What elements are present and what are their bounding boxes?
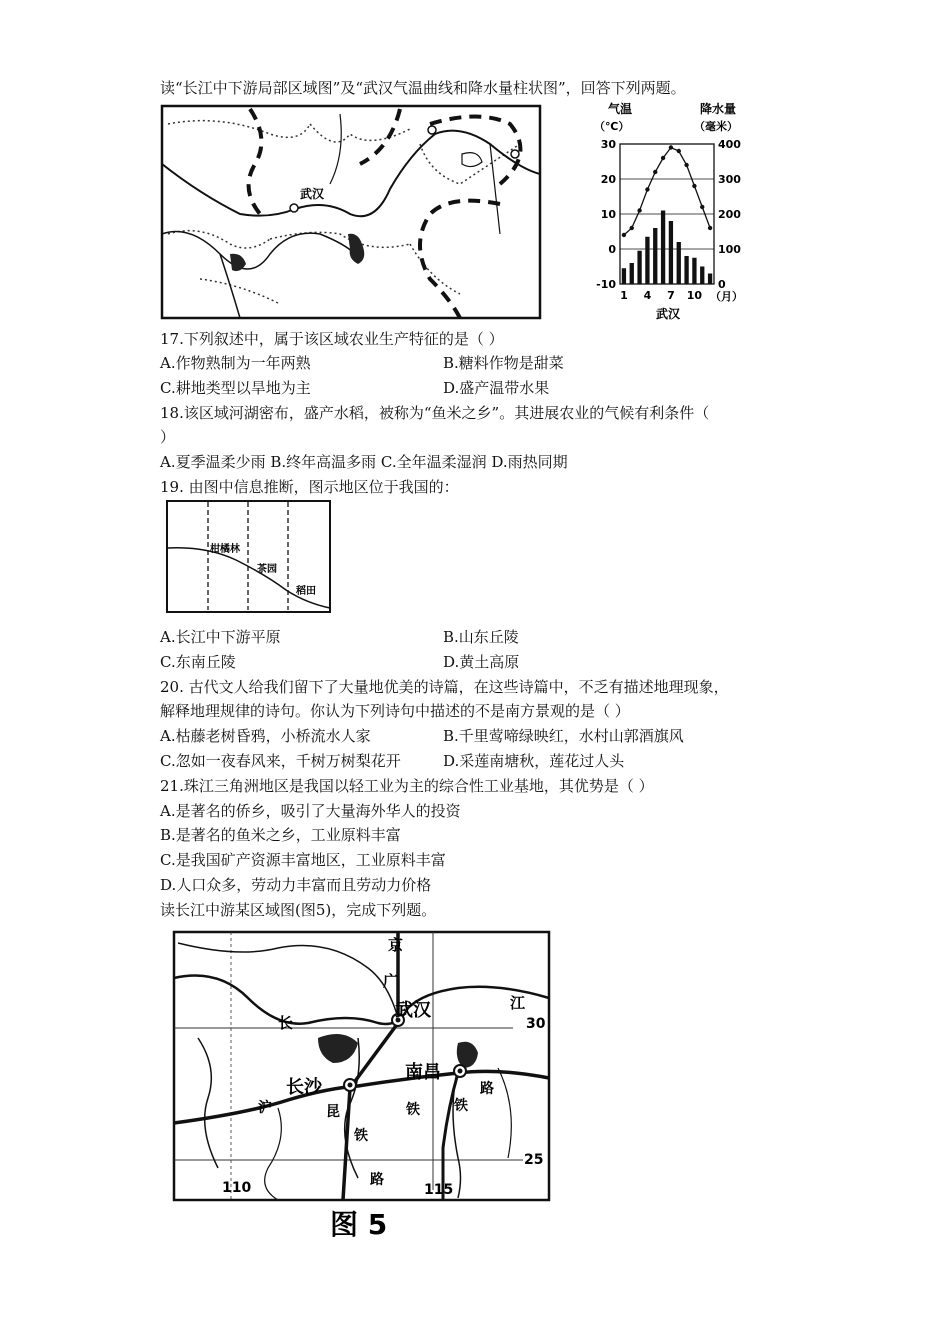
lon-115-label: 115 [424, 1182, 454, 1198]
precip-bar [700, 267, 704, 285]
temp-tick-label: 0 [608, 243, 616, 256]
month-axis-label: （月） [710, 290, 743, 303]
q18-stem-end: ） [160, 428, 176, 446]
tea-label: 茶园 [257, 564, 277, 575]
temperature-point [677, 149, 681, 153]
q19-option-b: B.山东丘陵 [443, 628, 519, 646]
figure5-caption: 图 5 [330, 1208, 388, 1241]
figure5-map [158, 928, 558, 1252]
precip-bar [637, 251, 641, 284]
q21-option-c: C.是我国矿产资源丰富地区，工业原料丰富 [160, 851, 446, 869]
nanchang-label: 南昌 [405, 1062, 441, 1083]
rail-label-5: 铁 [354, 1128, 368, 1144]
q19-option-d: D.黄土高原 [443, 653, 520, 671]
temperature-point [692, 184, 696, 188]
temp-tick-label: 10 [600, 208, 616, 221]
temperature-point [700, 205, 704, 209]
temperature-point [661, 156, 665, 160]
paddy-label: 稻田 [296, 586, 316, 597]
q18-stem: 18.该区域河湖密布，盛产水稻，被称为“鱼米之乡”。其进展农业的气候有利条件（ [160, 404, 710, 422]
precip-bar [677, 242, 681, 284]
rail-label-6: 铁 [406, 1102, 420, 1118]
temp-tick-label: 30 [600, 138, 616, 151]
month-tick-label: 10 [686, 289, 703, 302]
q17-stem: 17.下列叙述中，属于该区域农业生产特征的是（ ） [160, 330, 504, 348]
precip-tick-label: 400 [718, 138, 741, 151]
temp-axis-unit: （℃） [594, 120, 630, 133]
q19-stem: 19. 由图中信息推断，图示地区位于我国的： [160, 478, 459, 496]
temp-axis-title: 气温 [608, 102, 633, 116]
q18-options: A.夏季温柔少雨 B.终年高温多雨 C.全年温柔湿润 D.雨热同期 [160, 453, 568, 471]
q17-option-d: D.盛产温带水果 [443, 379, 550, 397]
month-tick-label: 7 [667, 289, 675, 302]
rail-label-9: 路 [370, 1172, 384, 1188]
q19-option-a: A.长江中下游平原 [160, 628, 281, 646]
precip-tick-label: 200 [718, 208, 741, 221]
q17-option-a: A.作物熟制为一年两熟 [160, 354, 311, 372]
wuhan-label-fig5: 武汉 [395, 1000, 431, 1021]
river-label-2: 江 [510, 994, 526, 1012]
rail-label-3: 沪 [258, 1100, 272, 1116]
month-tick-label: 4 [643, 289, 652, 302]
temp-tick-label: -10 [596, 278, 616, 291]
temperature-point [684, 163, 688, 167]
q20-option-a: A.枯藤老树昏鸦，小桥流水人家 [160, 727, 371, 745]
chart-caption: 武汉 [656, 307, 681, 321]
q20-stem: 20. 古代文人给我们留下了大量地优美的诗篇，在这些诗篇中，不乏有描述地理现象， [160, 678, 729, 696]
precip-tick-label: 300 [718, 173, 741, 186]
temperature-point [645, 187, 649, 191]
river-label-1: 长 [278, 1014, 294, 1032]
rail-label-7: 铁 [454, 1098, 468, 1114]
intro-text-2: 读长江中游某区域图(图5)，完成下列题。 [160, 901, 437, 919]
citrus-label: 柑橘林 [210, 544, 240, 555]
lat-30-label: 30 [526, 1016, 546, 1032]
temperature-point [622, 233, 626, 237]
precip-axis-title: 降水量 [700, 102, 737, 116]
rail-label-8: 路 [480, 1081, 494, 1097]
q19-option-c: C.东南丘陵 [160, 653, 236, 671]
temperature-line [624, 148, 710, 236]
month-tick-label: 1 [620, 289, 628, 302]
rail-label-4: 昆 [326, 1104, 340, 1120]
q20-option-b: B.千里莺啼绿映红，水村山郭酒旗风 [443, 727, 684, 745]
temperature-point [630, 226, 634, 230]
wuhan-climate-chart [588, 102, 758, 328]
precip-bar [708, 274, 712, 285]
rail-label-1: 京 [388, 936, 404, 954]
precip-bar [622, 268, 626, 284]
q21-option-a: A.是著名的侨乡，吸引了大量海外华人的投资 [160, 802, 461, 820]
precip-bar [645, 237, 649, 284]
yangtze-region-map [160, 104, 542, 324]
temperature-point [669, 145, 673, 149]
changsha-label: 长沙 [286, 1077, 322, 1098]
vertical-zone-diagram [166, 500, 332, 618]
temperature-point [653, 170, 657, 174]
temp-tick-label: 20 [600, 173, 616, 186]
precip-bar [661, 211, 665, 285]
q20-option-d: D.采莲南塘秋，莲花过人头 [443, 752, 625, 770]
q21-stem: 21.珠江三角洲地区是我国以轻工业为主的综合性工业基地，其优势是（ ） [160, 777, 654, 795]
precip-axis-unit: （毫米） [694, 120, 738, 133]
intro-text: 读“长江中下游局部区域图”及“武汉气温曲线和降水量柱状图”，回答下列两题。 [160, 79, 686, 97]
precip-bar [692, 258, 696, 284]
q17-option-c: C.耕地类型以旱地为主 [160, 379, 311, 397]
precip-bar [669, 221, 673, 284]
q17-option-b: B.糖料作物是甜菜 [443, 354, 564, 372]
rail-label-2: 广 [383, 972, 399, 990]
wuhan-marker [290, 204, 298, 212]
precip-tick-label: 0 [718, 278, 726, 291]
q21-option-b: B.是著名的鱼米之乡，工业原料丰富 [160, 826, 401, 844]
lon-110-label: 110 [222, 1180, 252, 1196]
wuhan-label: 武汉 [300, 187, 325, 201]
precip-bar [630, 263, 634, 284]
precip-bar [684, 256, 688, 284]
q21-option-d: D.人口众多，劳动力丰富而且劳动力价格 [160, 876, 432, 894]
q20-stem-cont: 解释地理规律的诗句。你认为下列诗句中描述的不是南方景观的是（ ） [160, 702, 630, 720]
temperature-point [708, 226, 712, 230]
precip-bar [653, 228, 657, 284]
lat-25-label: 25 [524, 1152, 544, 1168]
precip-tick-label: 100 [718, 243, 741, 256]
temperature-point [637, 208, 641, 212]
q20-option-c: C.忽如一夜春风来，千树万树梨花开 [160, 752, 401, 770]
